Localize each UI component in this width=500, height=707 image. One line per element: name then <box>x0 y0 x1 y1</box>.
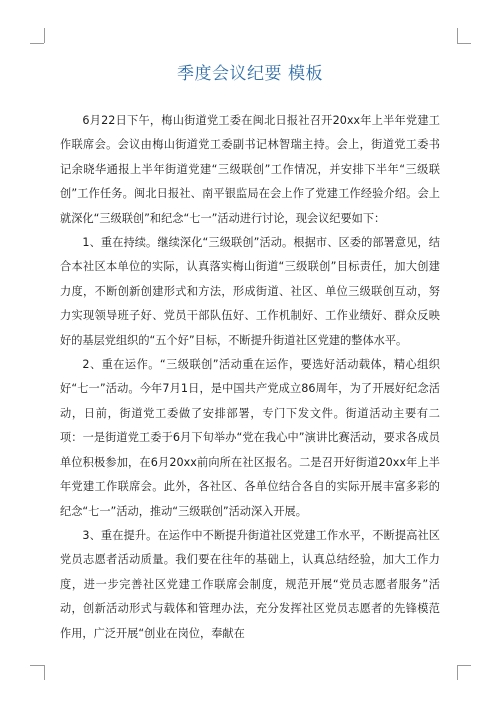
crop-mark-bottom-left-vertical <box>44 665 45 680</box>
crop-mark-top-left <box>30 43 44 44</box>
crop-mark-top-right <box>457 43 471 44</box>
document-title: 季度会议纪要 模板 <box>177 64 323 84</box>
document-body <box>60 109 440 646</box>
crop-mark-bottom-right <box>457 665 471 666</box>
paragraph-item-3: 3、重在提升。在运作中不断提升街道社区党建工作水平，不断提高社区党员志愿者活动质量。我们要在往年的基础上，认真总结经验，加大工作力度，进一步完善社区党建工作联席会制度，规范开展“党员志愿者服务”活动，创新活动形式与载体和管理办法，充分发挥社区党员志愿者的先锋模范作用，广泛开展“创业在岗位，奉献在 <box>60 528 440 640</box>
crop-mark-bottom-left <box>30 665 44 666</box>
paragraph-intro: 6月22日下午，梅山街道党工委在闽北日报社召开20xx年上半年党建工作联席会。会议由梅山街道党工委副书记林智瑞主持。会上，街道党工委书记余晓华通报上半年街道党建“三级联创”工作情况，并安排下半年“三级联创”工作任务。闽北日报社、南平银监局在会上作了党建工作经验介绍。会上就深化“三级联创”和纪念“七一”活动进行讨论，现会议纪要如下： <box>60 114 440 225</box>
paragraph-item-1: 1、重在持续。继续深化“三级联创”活动。根据市、区委的部署意见，结合本社区本单位的实际，认真落实梅山街道“三级联创”目标责任，加大创建力度，不断创新创建形式和方法，形成街道、社区、单位三级联创互动，努力实现领导班子好、党员干部队伍好、工作机制好、工作业绩好、群众反映好的基层党组织的“五个好”目标，不断提升街道社区党建的整体水平。 <box>60 236 440 347</box>
crop-mark-bottom-right-vertical <box>457 665 458 680</box>
crop-mark-top-left-vertical <box>44 28 45 43</box>
paragraph-item-2: 2、重在运作。“三级联创”活动重在运作，要选好活动载体，精心组织好“七一”活动。今年7月1日，是中国共产党成立86周年，为了开展好纪念活动，日前，街道党工委做了安排部署，专门下发文件。街道活动主要有二项：一是街道党工委于6月下旬举办“党在我心中”演讲比赛活动，要求各成员单位积极参加，在6月20xx前向所在社区报名。二是召开好街道20xx年上半年党建工作联席会。此外，各社区、各单位结合各自的实际开展丰富多彩的纪念“七一”活动，推动“三级联创”活动深入开展。 <box>60 358 440 518</box>
crop-mark-top-right-vertical <box>457 28 458 43</box>
